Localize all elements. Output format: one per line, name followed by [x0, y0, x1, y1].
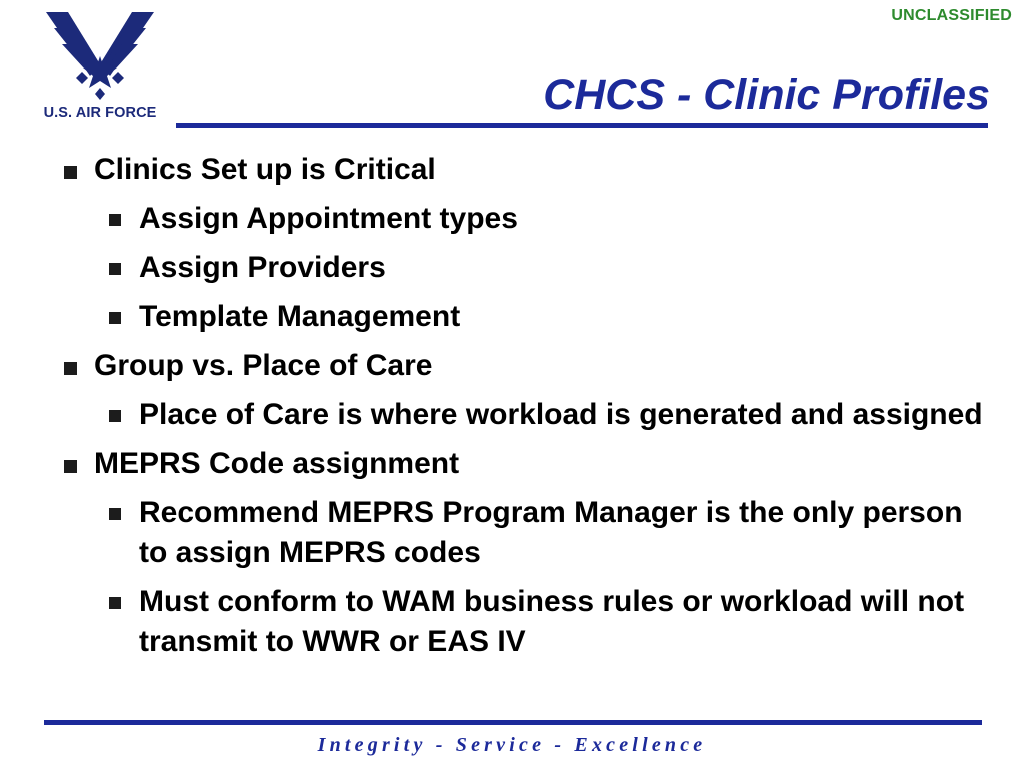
bullet-item [62, 150, 992, 190]
bullet-text: Clinics Set up is Critical [94, 153, 436, 186]
air-force-logo [26, 6, 174, 124]
sub-bullet-text: Must conform to WAM business rules or workload will not transmit to WWR or EAS IV [139, 585, 965, 658]
square-bullet-icon [109, 508, 121, 520]
square-bullet-icon [109, 214, 121, 226]
bullet-text: MEPRS Code assignment [94, 447, 460, 480]
logo-text: U.S. AIR FORCE [43, 105, 157, 121]
sub-bullet-text: Assign Appointment types [139, 202, 518, 235]
square-bullet-icon [64, 460, 77, 473]
sub-bullet-item [62, 199, 992, 239]
classification-label: UNCLASSIFIED [891, 7, 1012, 24]
sub-bullet-item [62, 297, 992, 337]
slide-title: CHCS - Clinic Profiles [543, 71, 990, 119]
sub-bullet-item [62, 248, 992, 288]
footer-motto: Integrity - Service - Excellence [317, 734, 707, 756]
sub-bullet-item [62, 582, 992, 662]
sub-bullet-item [62, 395, 992, 435]
footer-divider [44, 720, 982, 725]
bullet-item [62, 444, 992, 484]
sub-bullet-text: Template Management [139, 300, 461, 333]
square-bullet-icon [64, 362, 77, 375]
bullet-item [62, 346, 992, 386]
sub-bullet-text: Recommend MEPRS Program Manager is the only person to assign MEPRS codes [139, 496, 963, 569]
square-bullet-icon [64, 166, 77, 179]
square-bullet-icon [109, 312, 121, 324]
square-bullet-icon [109, 410, 121, 422]
sub-bullet-text: Assign Providers [139, 251, 386, 284]
square-bullet-icon [109, 263, 121, 275]
title-divider [176, 123, 988, 128]
square-bullet-icon [109, 597, 121, 609]
bullet-text: Group vs. Place of Care [94, 349, 433, 382]
air-force-wings-star-icon [46, 6, 154, 102]
bullet-list [62, 150, 992, 662]
sub-bullet-item [62, 493, 992, 573]
sub-bullet-text: Place of Care is where workload is generated and assigned [139, 398, 983, 431]
